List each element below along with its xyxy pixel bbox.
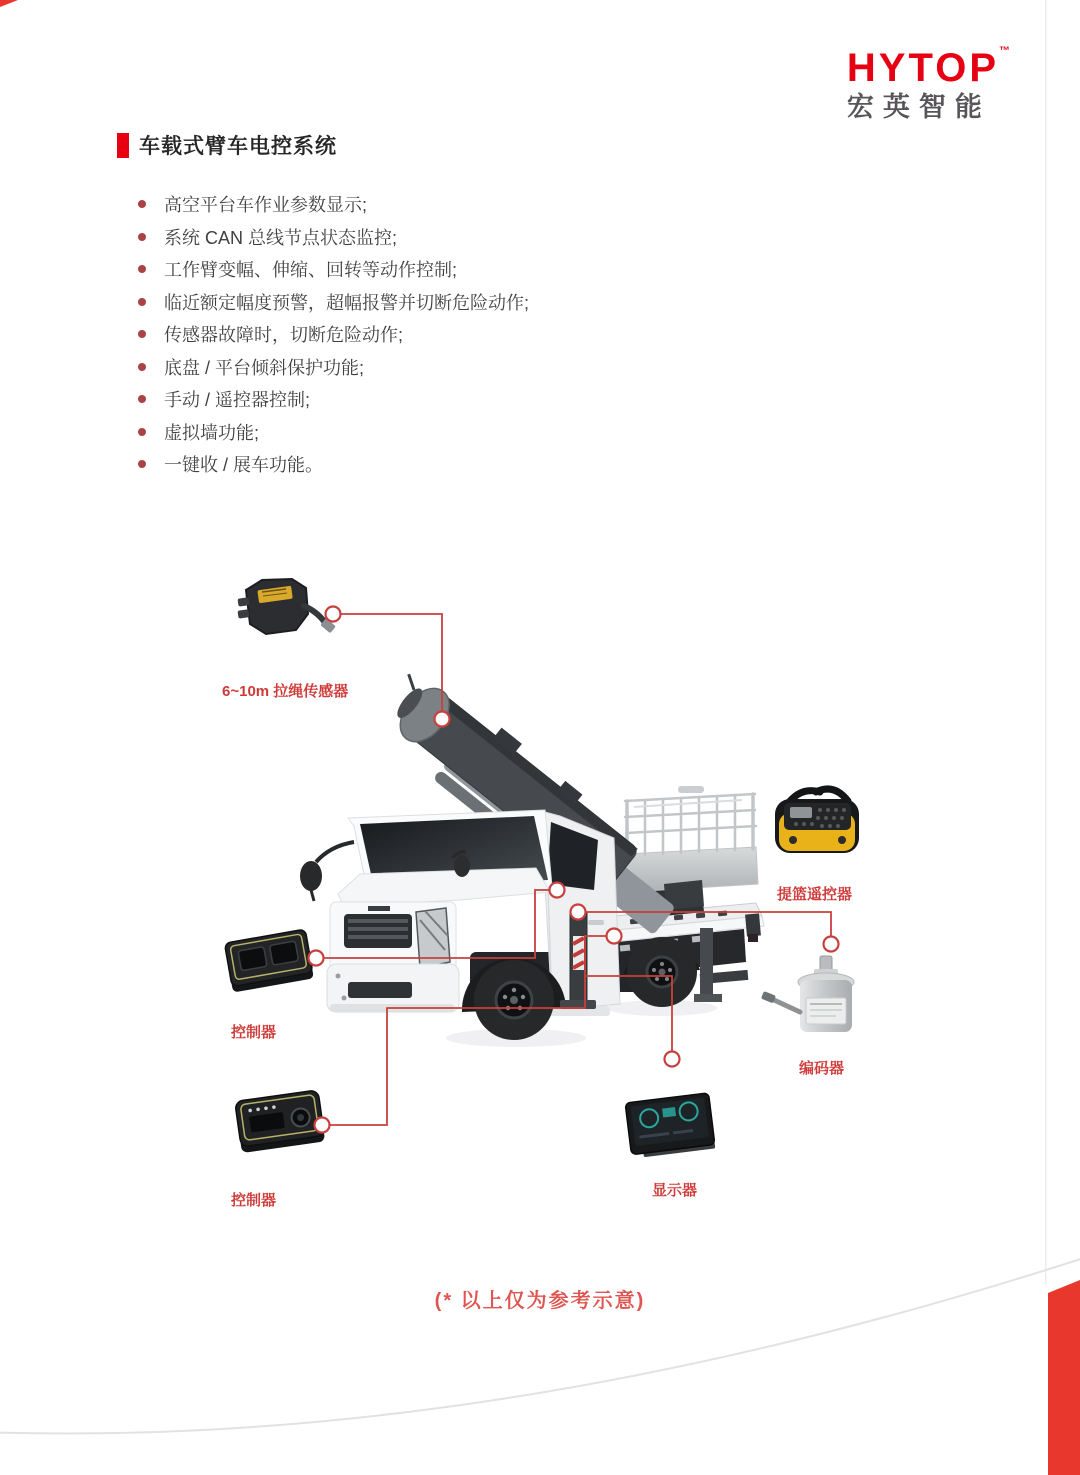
rope-sensor-image — [237, 579, 335, 634]
boom-turret — [640, 870, 704, 918]
trademark-symbol: ™ — [999, 45, 1010, 57]
basket-remote-image — [775, 789, 859, 853]
page-bleed-mark — [0, 0, 18, 7]
bottom-curve — [0, 1252, 1080, 1434]
truck-cab — [300, 810, 620, 1016]
display-image — [625, 1093, 715, 1159]
work-basket — [625, 786, 758, 910]
label-controller-top: 控制器 — [231, 1024, 277, 1041]
boom-arm — [367, 662, 696, 947]
feature-item — [138, 318, 529, 351]
brand-wordmark: HYTOP — [846, 46, 999, 90]
feature-item — [138, 448, 529, 481]
feature-text: 底盘 / 平台倾斜保护功能; — [164, 357, 365, 378]
feature-item — [138, 221, 529, 254]
page-edge-line — [1045, 0, 1047, 1285]
feature-text: 手动 / 遥控器控制; — [164, 390, 311, 411]
controller-image-top — [224, 929, 313, 992]
feature-text: 虚拟墙功能; — [164, 422, 260, 443]
brand-chinese-name: 宏英智能 — [846, 92, 991, 122]
bullet-dot — [138, 233, 146, 241]
feature-text: 系统 CAN 总线节点状态监控; — [164, 227, 398, 248]
feature-item — [138, 188, 529, 221]
feature-text: 高空平台车作业参数显示; — [164, 195, 367, 216]
truck-image — [300, 662, 764, 1040]
bullet-dot — [138, 460, 146, 468]
section-title-row — [117, 130, 337, 160]
controller-image-bottom — [235, 1090, 325, 1153]
bullet-dot — [138, 363, 146, 371]
outrigger-legs — [560, 912, 722, 1009]
connector-lines — [324, 614, 831, 1125]
feature-item — [138, 416, 529, 449]
reference-note: (* 以上仅为参考示意) — [434, 1290, 646, 1312]
ground-shadows — [446, 1000, 717, 1047]
encoder-image — [761, 956, 854, 1032]
feature-text: 传感器故障时，切断危险动作; — [164, 325, 403, 346]
title-accent-bar — [117, 133, 129, 158]
feature-text: 临近额定幅度预警，超幅报警并切断危险动作; — [164, 292, 529, 313]
label-encoder: 编码器 — [799, 1060, 845, 1077]
bullet-dot — [138, 330, 146, 338]
label-controller-bottom: 控制器 — [231, 1192, 277, 1209]
bullet-dot — [138, 428, 146, 436]
connector-rings — [309, 607, 839, 1133]
bullet-dot — [138, 200, 146, 208]
feature-list — [138, 188, 529, 481]
wheels — [462, 937, 700, 1040]
label-display: 显示器 — [652, 1182, 698, 1199]
label-rope-sensor: 6~10m 拉绳传感器 — [222, 683, 349, 700]
bullet-dot — [138, 298, 146, 306]
bullet-dot — [138, 395, 146, 403]
feature-item — [138, 383, 529, 416]
bullet-dot — [138, 265, 146, 273]
feature-item — [138, 286, 529, 319]
feature-text: 一键收 / 展车功能。 — [164, 455, 324, 476]
page-title: 车载式臂车电控系统 — [139, 135, 337, 158]
brand-logo — [846, 45, 1010, 122]
feature-item — [138, 253, 529, 286]
feature-item — [138, 351, 529, 384]
label-basket-remote: 提篮遥控器 — [777, 886, 853, 903]
feature-text: 工作臂变幅、伸缩、回转等动作控制; — [164, 260, 457, 281]
